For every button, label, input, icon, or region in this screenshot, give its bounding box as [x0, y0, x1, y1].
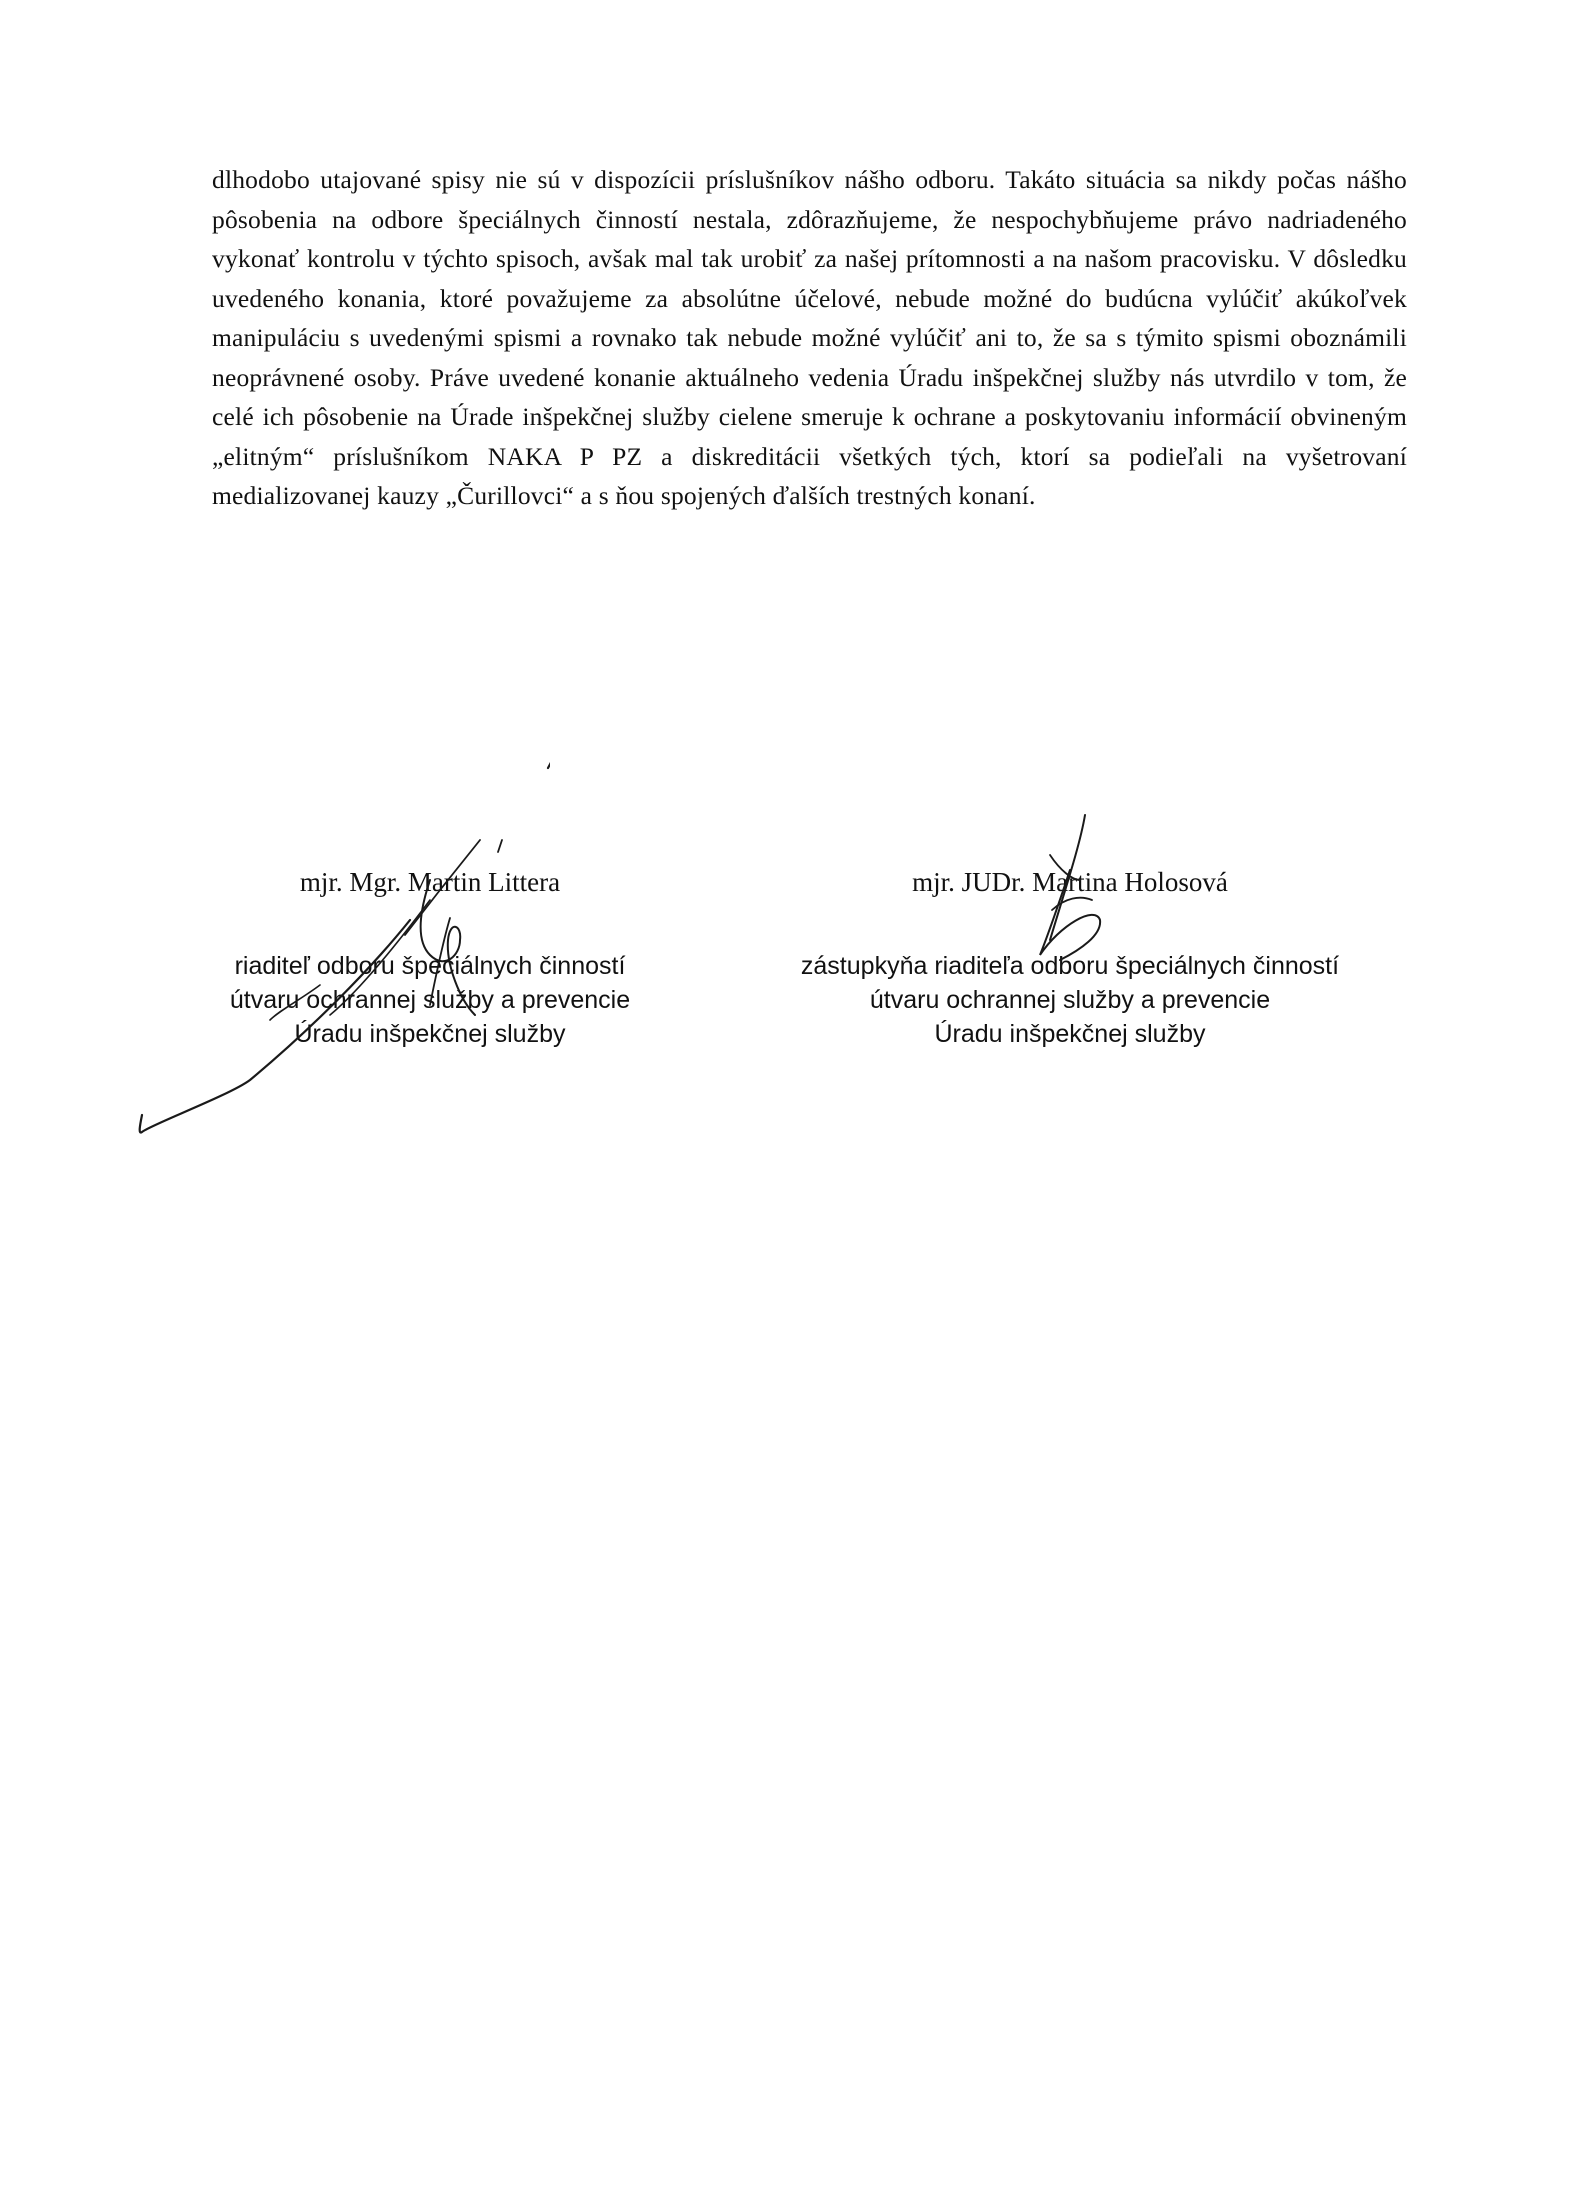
signatory-title-left-line2: útvaru ochrannej služby a prevencie: [229, 986, 631, 1014]
signatory-name-right: mjr. JUDr. Martina Holosová: [912, 867, 1228, 897]
signatory-title-right-line1: zástupkyňa riaditeľa odboru špeciálnych činností: [800, 952, 1340, 980]
signature-block-left: [170, 865, 690, 1051]
signatory-title-left-line3: Úradu inšpekčnej služby: [294, 1020, 566, 1048]
body-paragraph: dlhodobo utajované spisy nie sú v dispozícii príslušníkov nášho odboru. Takáto situácia sa nikdy počas nášho pôsobenia na odbore špeciálnych činností nestala, zdôrazňujeme, že nespochybňujeme právo nadriadeného vykonať kontrolu v týchto spisoch, avšak mal tak urobiť za našej prítomnosti a na našom pracovisku. V dôsledku uvedeného konania, ktoré považujeme za absolútne účelové, nebude možné do budúcna vylúčiť akúkoľvek manipuláciu s uvedenými spismi a rovnako tak nebude možné vylúčiť ani to, že sa s týmito spismi oboznámili neoprávnené osoby. Práve uvedené konanie aktuálneho vedenia Úradu inšpekčnej služby nás utvrdilo v tom, že celé ich pôsobenie na Úrade inšpekčnej služby cielene smeruje k ochrane a poskytovaniu informácií obvineným „elitným“ príslušníkom NAKA P PZ a diskreditácii všetkých tých, ktorí sa podieľali na vyšetrovaní medializovanej kauzy „Čurillovci“ a s ňou spojených ďalších trestných konaní.: [212, 165, 1407, 510]
signatory-title-right-line2: útvaru ochrannej služby a prevencie: [869, 986, 1271, 1014]
signature-block-right: [760, 865, 1380, 1051]
signatory-title-right-line3: Úradu inšpekčnej služby: [934, 1020, 1206, 1048]
signatory-title-left-line1: riaditeľ odboru špeciálnych činností: [234, 952, 626, 980]
signatory-name-left: mjr. Mgr. Martin Littera: [299, 867, 561, 897]
